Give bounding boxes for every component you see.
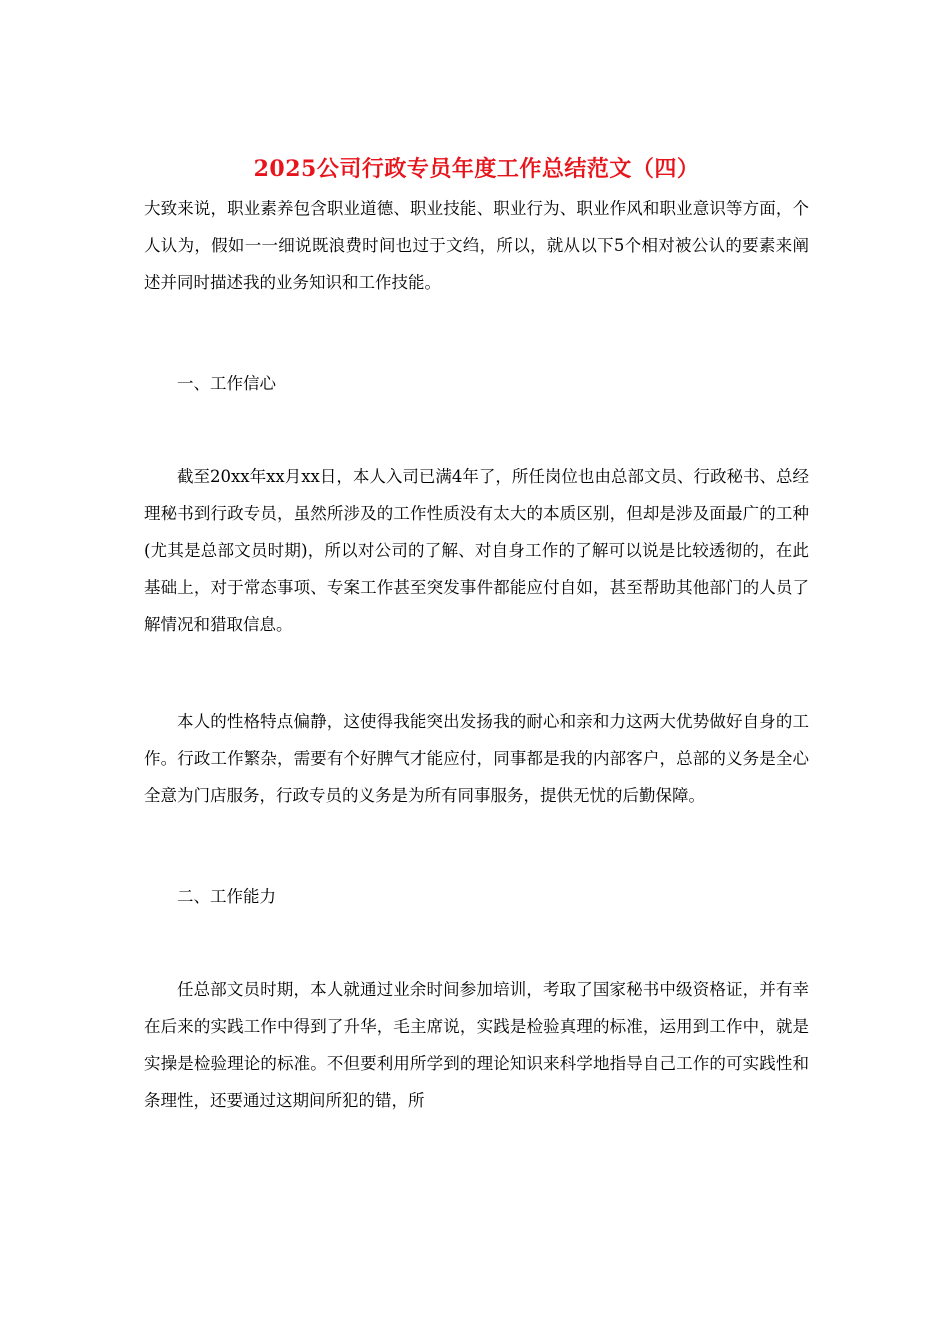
document-title: 2025公司行政专员年度工作总结范文（四） [253,156,700,182]
section1-paragraph-2: 本人的性格特点偏静，这使得我能突出发扬我的耐心和亲和力这两大优势做好自身的工作。行政工作繁杂，需要有个好脾气才能应付，同事都是我的内部客户，总部的义务是全心全意为门店服务，行政专员的义务是为所有同事服务，提供无忧的后勤保障。 [144,712,809,805]
section-heading-work-confidence: 一、工作信心 [177,374,276,393]
section-heading-work-ability: 二、工作能力 [177,887,276,906]
section1-paragraph-1: 截至20xx年xx月xx日，本人入司已满4年了，所任岗位也由总部文员、行政秘书、总经理秘书到行政专员，虽然所涉及的工作性质没有太大的本质区别，但却是涉及面最广的工种(尤其是总部文员时期)，所以对公司的了解、对自身工作的了解可以说是比较透彻的，在此基础上，对于常态事项、专案工作甚至突发事件都能应付自如，甚至帮助其他部门的人员了解情况和猎取信息。 [144,467,809,634]
section2-paragraph-1: 任总部文员时期，本人就通过业余时间参加培训，考取了国家秘书中级资格证，并有幸在后来的实践工作中得到了升华，毛主席说，实践是检验真理的标准，运用到工作中，就是实操是检验理论的标准。不但要利用所学到的理论知识来科学地指导自己工作的可实践性和条理性，还要通过这期间所犯的错，所 [144,980,809,1110]
intro-paragraph: 大致来说，职业素养包含职业道德、职业技能、职业行为、职业作风和职业意识等方面，个人认为，假如一一细说既浪费时间也过于文绉，所以，就从以下5个相对被公认的要素来阐述并同时描述我的业务知识和工作技能。 [144,199,809,292]
document-body [144,148,809,1119]
